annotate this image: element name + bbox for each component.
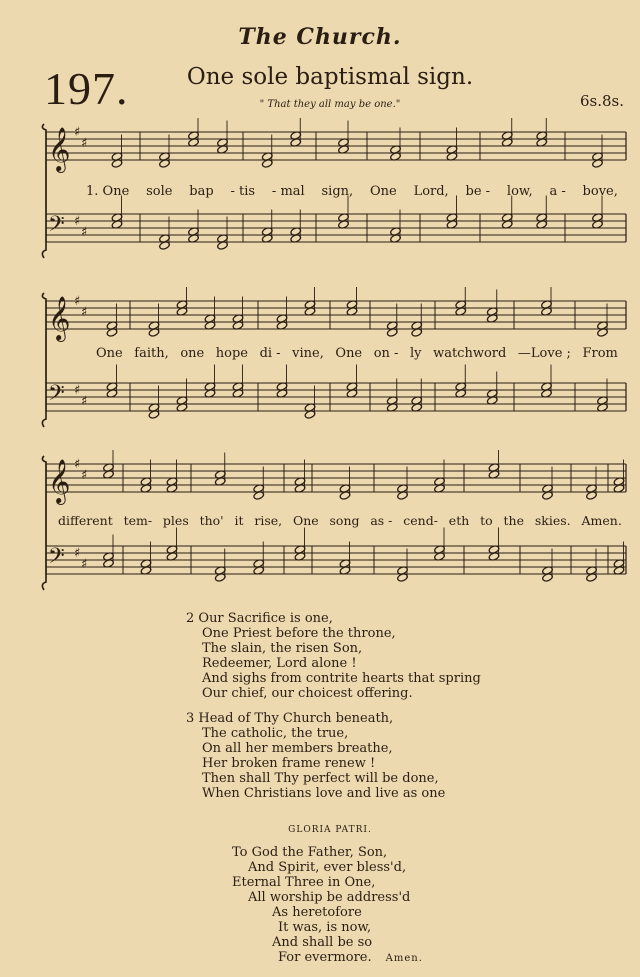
verse-line: [186, 656, 481, 671]
gloria-text: And shall be so: [272, 935, 373, 950]
hymn-epigraph: " That they all may be one.": [259, 99, 401, 110]
lyric-syllable: —Love ;: [517, 346, 571, 361]
sharp-icon: ♯: [81, 225, 88, 240]
gloria-patri: [232, 845, 423, 966]
verse-text: Head of Thy Church beneath,: [198, 711, 394, 726]
lyric-syllable: One: [370, 184, 397, 199]
amen-text: Amen.: [385, 953, 423, 964]
bass-clef-icon: 𝄢: [48, 381, 65, 411]
lyric-syllable: on -: [373, 346, 399, 361]
gloria-text: For evermore.: [278, 950, 372, 965]
lyric-syllable: eth: [448, 513, 470, 528]
sharp-icon: ♯: [81, 136, 88, 151]
gloria-text: To God the Father, Son,: [232, 845, 388, 860]
gloria-text: And Spirit, ever bless'd,: [248, 860, 407, 875]
lyric-syllable: tem-: [123, 513, 153, 528]
lyric-syllable: One: [335, 346, 363, 361]
verse-line: [186, 711, 445, 726]
gloria-line: [232, 875, 423, 890]
verse-line: [202, 641, 481, 656]
lyric-syllable: it: [234, 513, 244, 528]
sharp-icon: ♯: [74, 546, 81, 561]
sharp-icon: ♯: [74, 214, 81, 229]
bass-clef-icon: 𝄢: [48, 544, 65, 574]
gloria-line: [232, 935, 423, 950]
gloria-line: [232, 950, 423, 966]
lyric-syllable: tho': [199, 513, 224, 528]
verse-line: [202, 671, 481, 686]
verse-text: On all her members breathe,: [202, 741, 393, 756]
lyric-syllable: to: [480, 513, 493, 528]
gloria-line: [232, 845, 423, 860]
verse-line: [186, 626, 481, 641]
sharp-icon: ♯: [74, 125, 81, 140]
sharp-icon: ♯: [81, 305, 88, 320]
lyric-syllable: - tis: [230, 184, 256, 199]
sharp-icon: ♯: [81, 394, 88, 409]
verse-text: Our chief, our choicest offering.: [202, 686, 413, 701]
lyric-syllable: the: [503, 513, 525, 528]
verse-text: Her broken frame renew !: [202, 756, 376, 771]
verse-line: [186, 611, 481, 626]
sharp-icon: ♯: [81, 557, 88, 572]
gloria-line: [232, 920, 423, 935]
sharp-icon: ♯: [74, 294, 81, 309]
verse-line: [186, 726, 445, 741]
bass-clef-icon: 𝄢: [48, 212, 65, 242]
lyrics-line-1: [86, 184, 618, 199]
gloria-text: As heretofore: [272, 905, 362, 920]
music-system-2: [40, 287, 630, 435]
verse-line: [202, 786, 445, 801]
lyric-syllable: bove,: [582, 184, 618, 199]
sharp-icon: ♯: [74, 383, 81, 398]
verse-text: Then shall Thy perfect will be done,: [202, 771, 439, 786]
verse-number: 2: [186, 611, 199, 626]
gloria-text: It was, is now,: [278, 920, 372, 935]
verse-text: Our Sacrifice is one,: [198, 611, 333, 626]
lyric-syllable: hope: [215, 346, 248, 361]
verse-2: [186, 611, 481, 701]
lyric-syllable: skies.: [534, 513, 571, 528]
lyric-syllable: faith,: [134, 346, 169, 361]
verse-3: [186, 711, 445, 801]
gloria-line: [232, 860, 423, 875]
verse-text: The slain, the risen Son,: [202, 641, 363, 656]
lyric-syllable: - mal: [271, 184, 305, 199]
lyric-syllable: low,: [506, 184, 533, 199]
treble-clef-icon: 𝄞: [48, 127, 71, 171]
section-heading: The Church.: [238, 24, 402, 50]
lyric-syllable: ples: [162, 513, 189, 528]
lyric-syllable: song: [329, 513, 360, 528]
verse-text: When Christians love and live as one: [202, 786, 446, 801]
lyric-syllable: One: [292, 513, 319, 528]
sharp-icon: ♯: [81, 468, 88, 483]
verse-text: One Priest before the throne,: [202, 626, 396, 641]
lyric-syllable: one: [180, 346, 205, 361]
staff-notation: [40, 287, 630, 435]
lyric-syllable: vine,: [292, 346, 324, 361]
hymn-title: One sole baptismal sign.: [186, 64, 474, 90]
gloria-heading: GLORIA PATRI.: [288, 825, 372, 835]
verse-text: And sighs from contrite hearts that spring: [202, 671, 481, 686]
lyric-syllable: From: [582, 346, 618, 361]
hymn-meter: 6s.8s.: [579, 92, 624, 110]
lyric-syllable: as -: [370, 513, 393, 528]
verse-line: [186, 756, 445, 771]
gloria-line: [232, 905, 423, 920]
lyrics-line-3: [58, 513, 622, 528]
verse-line: [202, 771, 445, 786]
verse-line: [202, 741, 445, 756]
verse-number: 3: [186, 711, 199, 726]
lyric-syllable: sign,: [321, 184, 354, 199]
lyric-syllable: One: [96, 346, 123, 361]
gloria-text: Eternal Three in One,: [232, 875, 376, 890]
lyric-syllable: 1. One: [86, 184, 130, 199]
gloria-line: [232, 890, 423, 905]
lyric-syllable: bap: [189, 184, 214, 199]
verse-text: The catholic, the true,: [202, 726, 349, 741]
lyric-syllable: different: [58, 513, 113, 528]
lyrics-line-2: [96, 346, 618, 361]
verse-line: [202, 686, 481, 701]
lyric-syllable: ly: [410, 346, 422, 361]
lyric-syllable: be -: [465, 184, 491, 199]
treble-clef-icon: 𝄞: [48, 296, 71, 340]
gloria-text: All worship be address'd: [248, 890, 411, 905]
lyric-syllable: Lord,: [413, 184, 449, 199]
lyric-syllable: sole: [146, 184, 173, 199]
sharp-icon: ♯: [74, 457, 81, 472]
lyric-syllable: watchword: [433, 346, 507, 361]
lyric-syllable: rise,: [254, 513, 283, 528]
lyric-syllable: cend-: [403, 513, 438, 528]
hymn-number: 197.: [44, 63, 129, 114]
verse-text: Redeemer, Lord alone !: [202, 656, 357, 671]
lyric-syllable: a -: [549, 184, 566, 199]
lyric-syllable: di -: [259, 346, 281, 361]
lyric-syllable: Amen.: [581, 513, 622, 528]
treble-clef-icon: 𝄞: [48, 459, 71, 503]
